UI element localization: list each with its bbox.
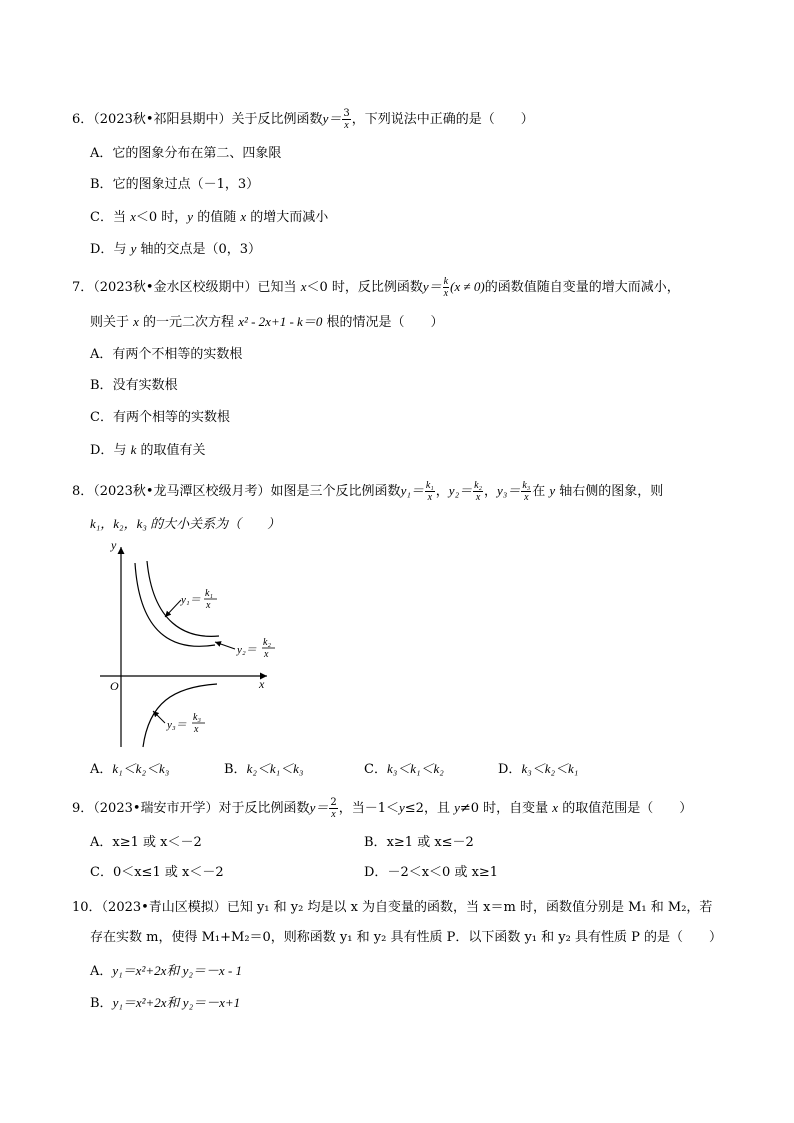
label-y2: y₂＝ xyxy=(237,644,257,656)
question-10-stem: 10．（2023•青山区模拟）已知 y₁ 和 y₂ 均是以 x 为自变量的函数，当 x＝m 时，函数值分别是 M₁ 和 M₂，若 xyxy=(72,900,713,915)
label-y1-den: x xyxy=(206,600,211,611)
option-b: B．没有实数根 xyxy=(90,378,178,393)
y-axis-label: y xyxy=(111,538,117,552)
question-8-stem-line2: k₁，k₂，k₃ 的大小关系为（ ） xyxy=(90,516,281,531)
option-a: A．k₁＜k₂＜k₃ xyxy=(90,761,170,777)
question-7-stem-line2: 则关于 x 的一元二次方程 x² - 2x+1 - k＝0 根的情况是（ ） xyxy=(90,314,444,330)
question-6-stem: 6．（2023秋•祁阳县期中）关于反比例函数y＝ $\frac{3}{x}$ ，下列说法中正确的是（ ） xyxy=(72,108,534,131)
question-10-stem-line2: 存在实数 m，使得 M₁+M₂＝0，则称函数 y₁ 和 y₂ 具有性质 P．以下函数 y₁ 和 y₂ 具有性质 P 的是（ ） xyxy=(90,930,722,945)
question-number: 10． xyxy=(72,900,102,915)
question-number: 6． xyxy=(72,112,94,127)
question-number: 7． xyxy=(72,280,94,295)
question-source: （2023•青山区模拟） xyxy=(101,900,227,915)
curve-y1 xyxy=(135,563,215,646)
option-c: C．0＜x≤1 或 x＜－2 xyxy=(90,865,224,880)
question-8-stem: 8．（2023秋•龙马潭区校级月考）如图是三个反比例函数y₁＝ $\frac{\text{k₁}}{x}$ ，y₂＝ $\frac{\text{k₂}}{x}$ ，y₃＝ $\frac{\text{k₃}}{x}$ 在 y 轴右侧的图象，则 xyxy=(72,480,664,503)
option-c: C．有两个相等的实数根 xyxy=(90,410,230,425)
option-a: A．有两个不相等的实数根 xyxy=(90,347,243,362)
label-y1-num: k₁ xyxy=(205,588,213,599)
hyperbola-figure xyxy=(95,535,285,750)
fraction: $\frac{\text{k₃}}{x}$ xyxy=(522,480,531,503)
label-y3-num: k₃ xyxy=(193,712,201,723)
x-axis-label: x xyxy=(259,677,265,691)
pointer-y2 xyxy=(215,642,235,649)
question-source: （2023•瑞安市开学） xyxy=(93,801,219,816)
option-b: B．k₂＜k₁＜k₃ xyxy=(224,761,304,777)
option-c: C．当 x＜0 时，y 的值随 x 的增大而减小 xyxy=(90,209,329,225)
option-d: D．与 y 轴的交点是（0，3） xyxy=(90,241,262,257)
option-b: B．它的图象过点（－1，3） xyxy=(90,177,260,192)
question-9-stem: 9．（2023•瑞安市开学）对于反比例函数y＝ $\frac{2}{x}$ ，当－1＜y≤2，且 y≠0 时，自变量 x 的取值范围是（ ） xyxy=(72,797,693,820)
question-number: 8． xyxy=(72,484,94,499)
question-source: （2023秋•龙马潭区校级月考） xyxy=(93,484,271,499)
pointer-y3 xyxy=(153,711,165,723)
label-y2-den: x xyxy=(264,649,269,660)
question-7-stem: 7．（2023秋•金水区校级期中）已知当 x＜0 时，反比例函数y＝ $\frac{k}{x}$ (x ≠ 0)的函数值随自变量的增大而减小， xyxy=(72,276,680,299)
fraction: $\frac{k}{x}$ xyxy=(443,276,449,299)
fraction: $\frac{3}{x}$ xyxy=(343,108,350,131)
label-y2-num: k₂ xyxy=(263,637,271,648)
pointer-y1 xyxy=(165,600,181,617)
fraction: $\frac{\text{k₂}}{x}$ xyxy=(474,480,483,503)
question-number: 9． xyxy=(72,801,94,816)
option-b: B．y₁＝x²+2x和 y₂＝－x+1 xyxy=(90,995,241,1011)
curve-y3 xyxy=(143,684,217,747)
option-c: C．k₃＜k₁＜k₂ xyxy=(364,761,444,777)
fraction: $\frac{\text{k₁}}{x}$ xyxy=(425,480,434,503)
option-d: D．k₃＜k₂＜k₁ xyxy=(498,761,579,777)
label-y3-den: x xyxy=(194,724,199,735)
fraction: $\frac{2}{x}$ xyxy=(330,797,337,820)
question-source: （2023秋•金水区校级期中） xyxy=(93,280,258,295)
option-d: D．－2＜x＜0 或 x≥1 xyxy=(364,865,499,880)
option-d: D．与 k 的取值有关 xyxy=(90,442,206,458)
option-b: B．x≥1 或 x≤－2 xyxy=(364,835,474,850)
label-y1: y₁＝ xyxy=(181,594,201,606)
label-y3: y₃＝ xyxy=(167,719,187,731)
option-a: A．它的图象分布在第二、四象限 xyxy=(90,146,282,161)
question-source: （2023秋•祁阳县期中） xyxy=(93,112,232,127)
origin-label: O xyxy=(110,679,119,693)
option-a: A．x≥1 或 x＜－2 xyxy=(90,835,202,850)
option-a: A．y₁＝x²+2x和 y₂＝－x - 1 xyxy=(90,963,243,979)
